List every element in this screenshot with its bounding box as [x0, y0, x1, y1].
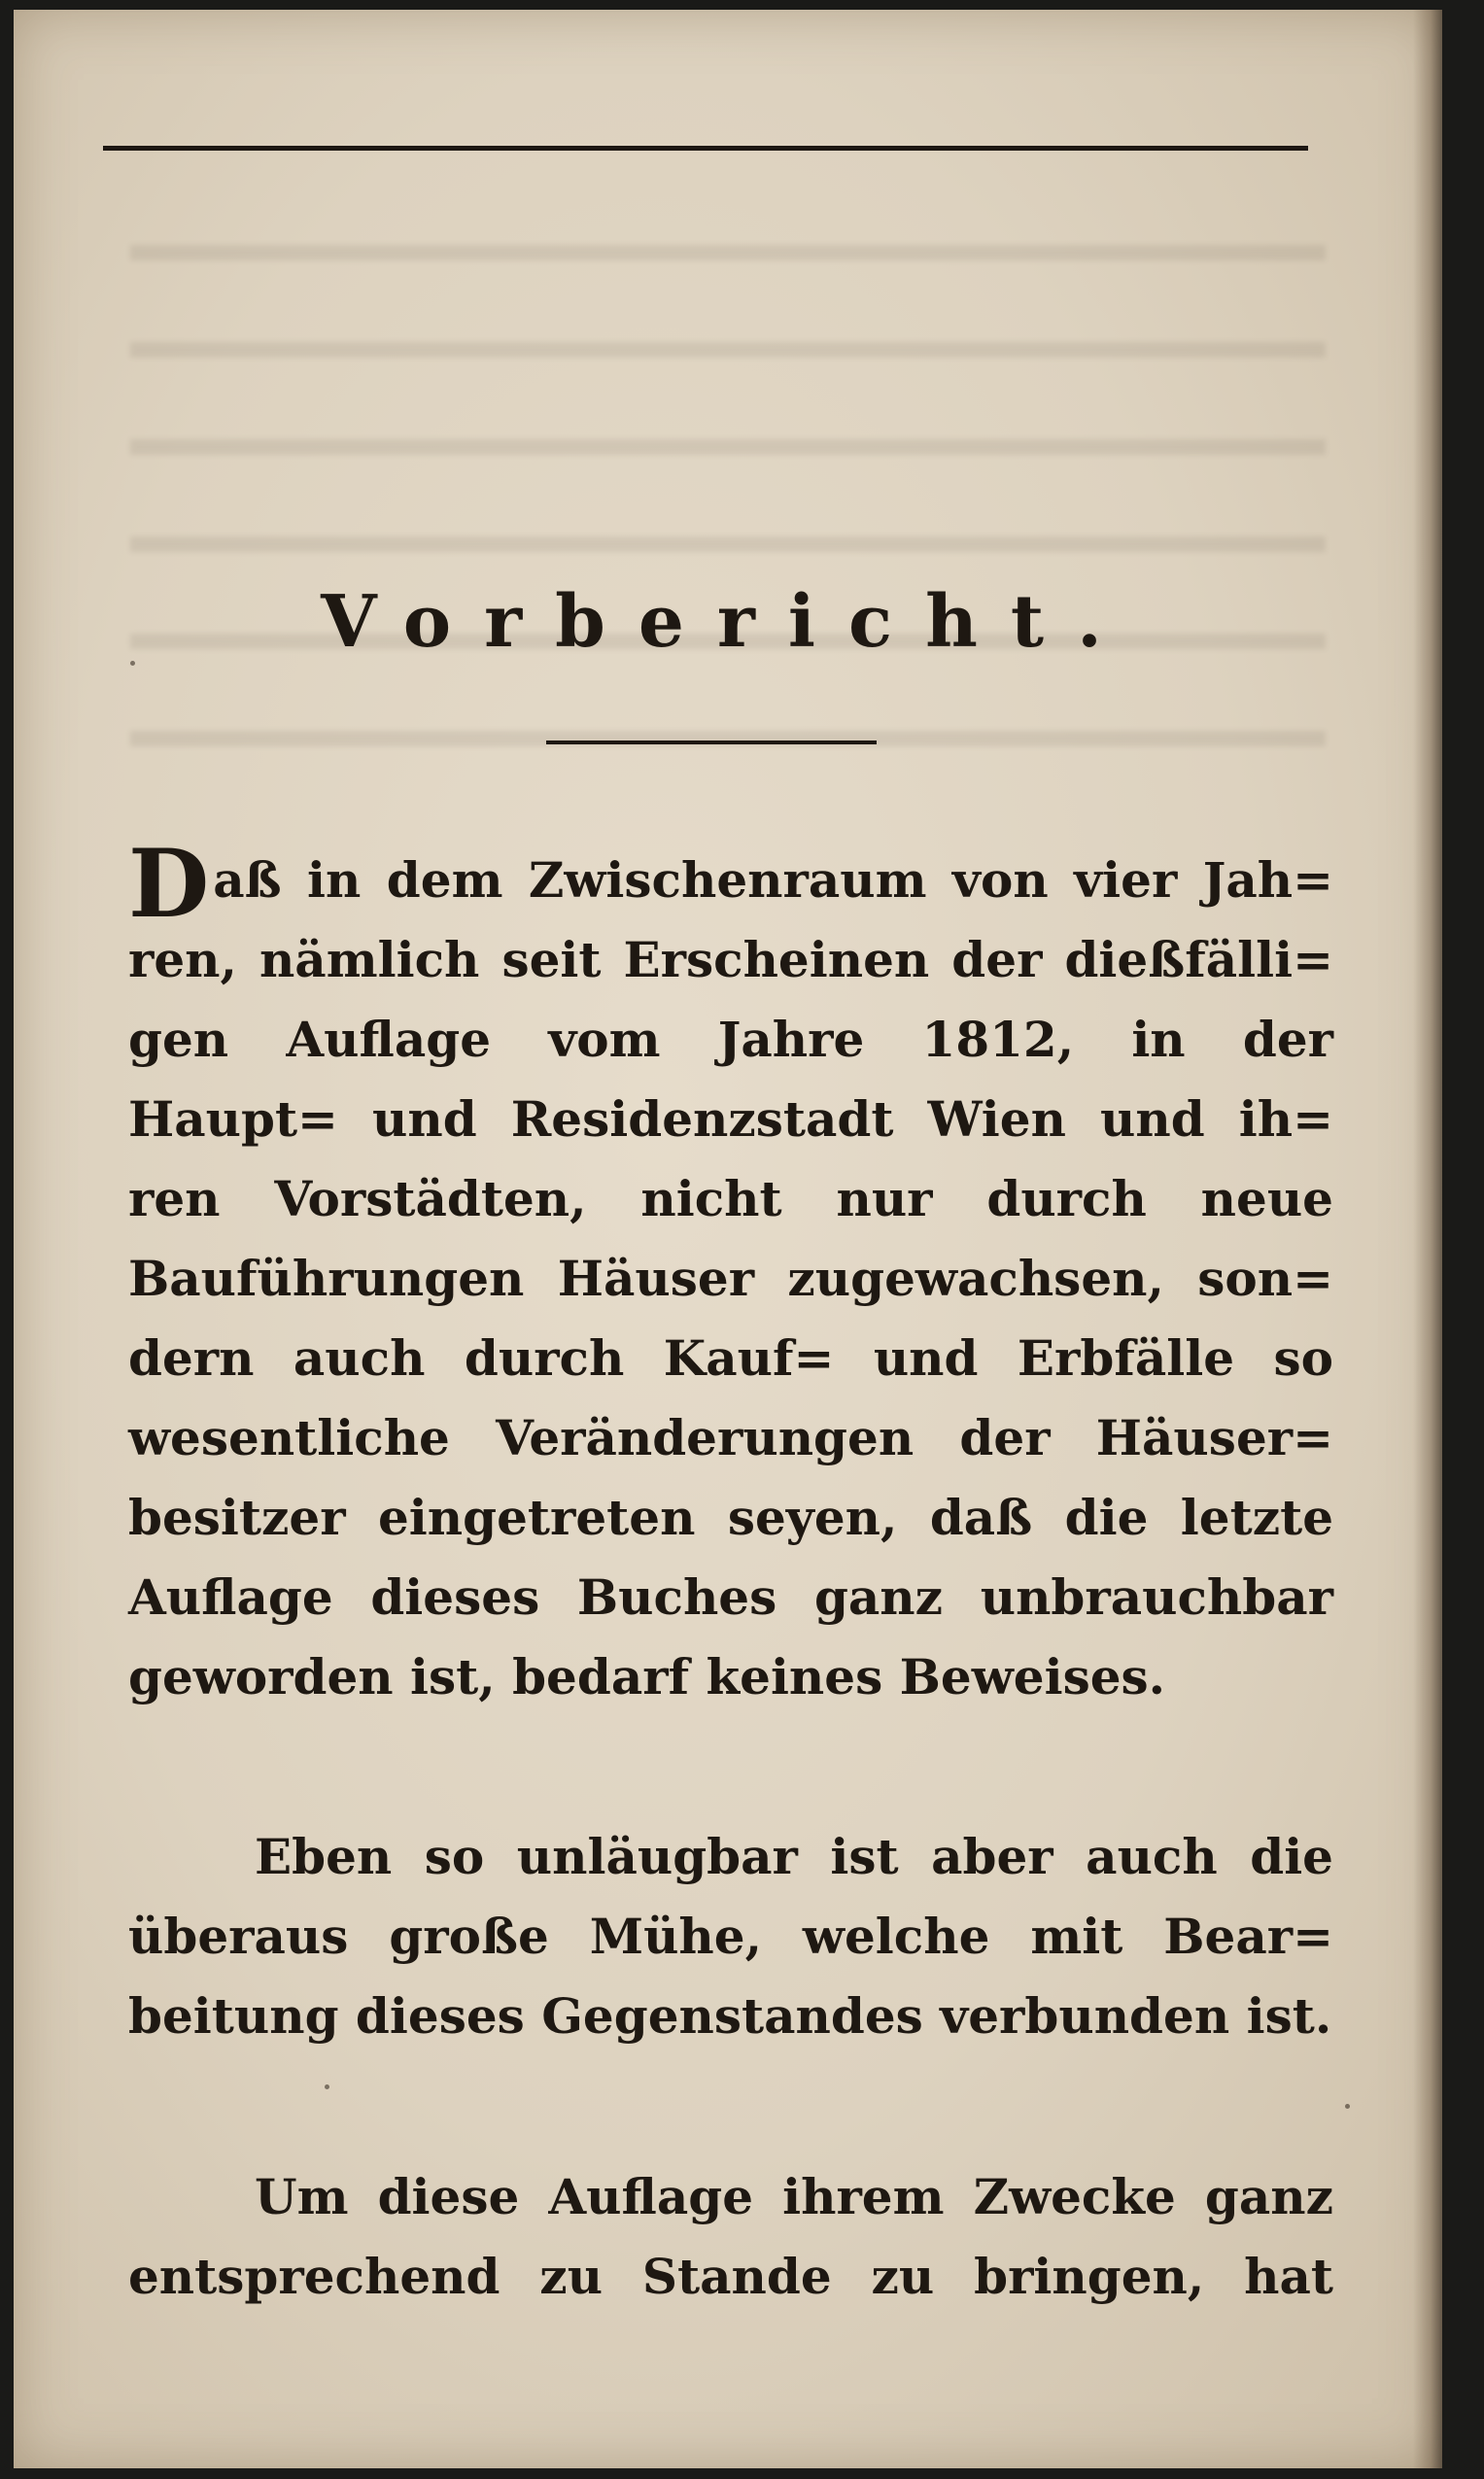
paragraph-3 [128, 2157, 1333, 2317]
paragraph-line: ren Vorstädten, nicht nur durch neue [128, 1170, 1333, 1227]
paragraph-line: entsprechend zu Stande zu bringen, hat [128, 2248, 1333, 2305]
paragraph-line: Auflage dieses Buches ganz unbrauchbar [128, 1568, 1333, 1626]
paragraph-line: gen Auflage vom Jahre 1812, in der [128, 1011, 1333, 1068]
paragraph-2 [128, 1817, 1333, 2056]
paper-speck [130, 661, 135, 666]
show-through-text [130, 204, 1326, 748]
paragraph-line: dern auch durch Kauf= und Erbfälle so [128, 1329, 1333, 1387]
paragraph-line: Daß in dem Zwischenraum von vier Jah= [128, 829, 1333, 939]
paragraph-line: Um diese Auflage ihrem Zwecke ganz [255, 2168, 1333, 2225]
paragraph-1 [128, 829, 1333, 1717]
paragraph-line: geworden ist, bedarf keines Beweises. [128, 1648, 1166, 1705]
paragraph-line: besitzer eingetreten seyen, daß die letzte [128, 1489, 1333, 1546]
book-page [14, 10, 1442, 2468]
paragraph-line: Eben so unläugbar ist aber auch die [255, 1828, 1333, 1885]
paragraph-line: überaus große Mühe, welche mit Bear= [128, 1908, 1333, 1965]
drop-cap: D [128, 829, 210, 939]
paragraph-line: Bauführungen Häuser zugewachsen, son= [128, 1250, 1333, 1307]
paragraph-line: ren, nämlich seit Erscheinen der dießfälli= [128, 931, 1333, 988]
paper-speck [1345, 2104, 1350, 2109]
page-edge-shadow [1413, 10, 1442, 2468]
page-title: Vorbericht. [321, 580, 1135, 664]
paragraph-line: wesentliche Veränderungen der Häuser= [128, 1409, 1333, 1466]
header-rule [103, 146, 1308, 151]
title-underline-rule [546, 740, 877, 744]
paper-speck [325, 2084, 329, 2089]
paragraph-line: Haupt= und Residenzstadt Wien und ih= [128, 1090, 1333, 1148]
paragraph-line: beitung dieses Gegenstandes verbunden ist. [128, 1987, 1332, 2045]
